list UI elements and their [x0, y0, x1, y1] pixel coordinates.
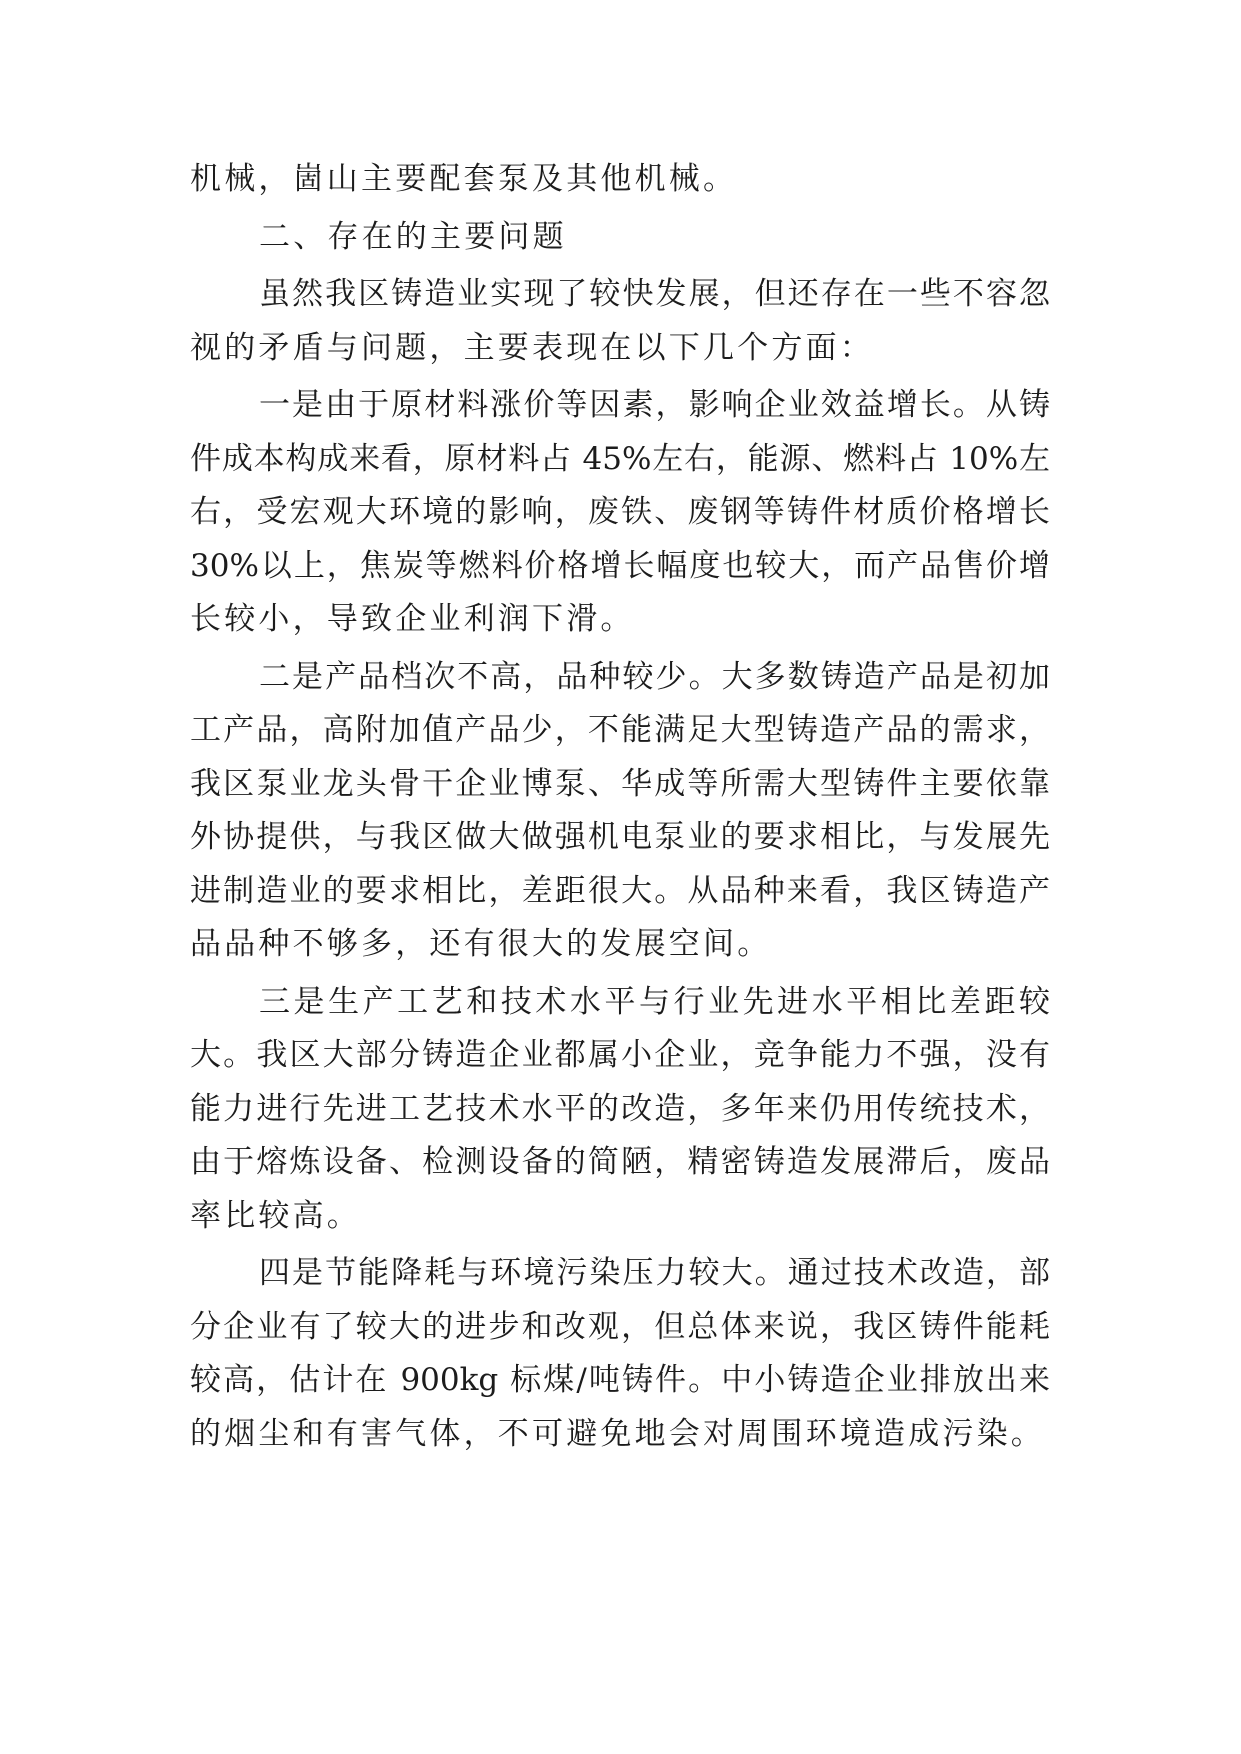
text-line: 四是节能降耗与环境污染压力较大。通过技术改造，部: [259, 1255, 1050, 1291]
text-line: 件成本构成来看，原材料占 45%左右，能源、燃料占 10%左: [190, 440, 1050, 477]
text-line: 30%以上，焦炭等燃料价格增长幅度也较大，而产品售价增: [190, 547, 1050, 584]
text-line: 我区泵业龙头骨干企业博泵、华成等所需大型铸件主要依靠: [190, 765, 1050, 802]
text-line: 视的矛盾与问题，主要表现在以下几个方面：: [190, 329, 874, 366]
paragraph: [190, 1247, 1050, 1461]
text-line: 二是产品档次不高，品种较少。大多数铸造产品是初加: [259, 658, 1050, 695]
paragraph: [190, 651, 1050, 972]
text-line: 进制造业的要求相比，差距很大。从品种来看，我区铸造产: [190, 872, 1050, 909]
text-line: 分企业有了较大的进步和改观，但总体来说，我区铸件能耗: [190, 1308, 1050, 1345]
text-line: 虽然我区铸造业实现了较快发展，但还存在一些不容忽: [259, 276, 1050, 312]
text-line: 工产品，高附加值产品少，不能满足大型铸造产品的需求，: [190, 712, 1050, 748]
text-line: 长较小，导致企业利润下滑。: [190, 601, 635, 637]
text-line: 大。我区大部分铸造企业都属小企业，竞争能力不强，没有: [190, 1037, 1050, 1073]
text-line: 三是生产工艺和技术水平与行业先进水平相比差距较: [259, 983, 1050, 1020]
paragraph: [190, 268, 1050, 375]
paragraph: [190, 379, 1050, 647]
text-line: 右，受宏观大环境的影响，废铁、废钢等铸件材质价格增长: [190, 494, 1050, 530]
heading-line: 二、存在的主要问题: [259, 218, 567, 255]
text-line: 机械，崮山主要配套泵及其他机械。: [190, 161, 738, 197]
text-line: 率比较高。: [190, 1197, 361, 1234]
body-text: [190, 153, 1050, 1465]
text-line: 的烟尘和有害气体，不可避免地会对周围环境造成污染。: [190, 1415, 1045, 1452]
text-line: 外协提供，与我区做大做强机电泵业的要求相比，与发展先: [190, 819, 1050, 855]
text-line: 较高，估计在 900kg 标煤/吨铸件。中小铸造企业排放出来: [190, 1362, 1050, 1398]
text-line: 由于熔炼设备、检测设备的简陋，精密铸造发展滞后，废品: [190, 1144, 1050, 1180]
text-line: 能力进行先进工艺技术水平的改造，多年来仍用传统技术，: [190, 1090, 1050, 1127]
paragraph: [190, 976, 1050, 1244]
section-heading: [190, 211, 1050, 265]
paragraph: [190, 153, 1050, 207]
text-line: 一是由于原材料涨价等因素，影响企业效益增长。从铸: [259, 387, 1050, 423]
text-line: 品品种不够多，还有很大的发展空间。: [190, 926, 772, 962]
